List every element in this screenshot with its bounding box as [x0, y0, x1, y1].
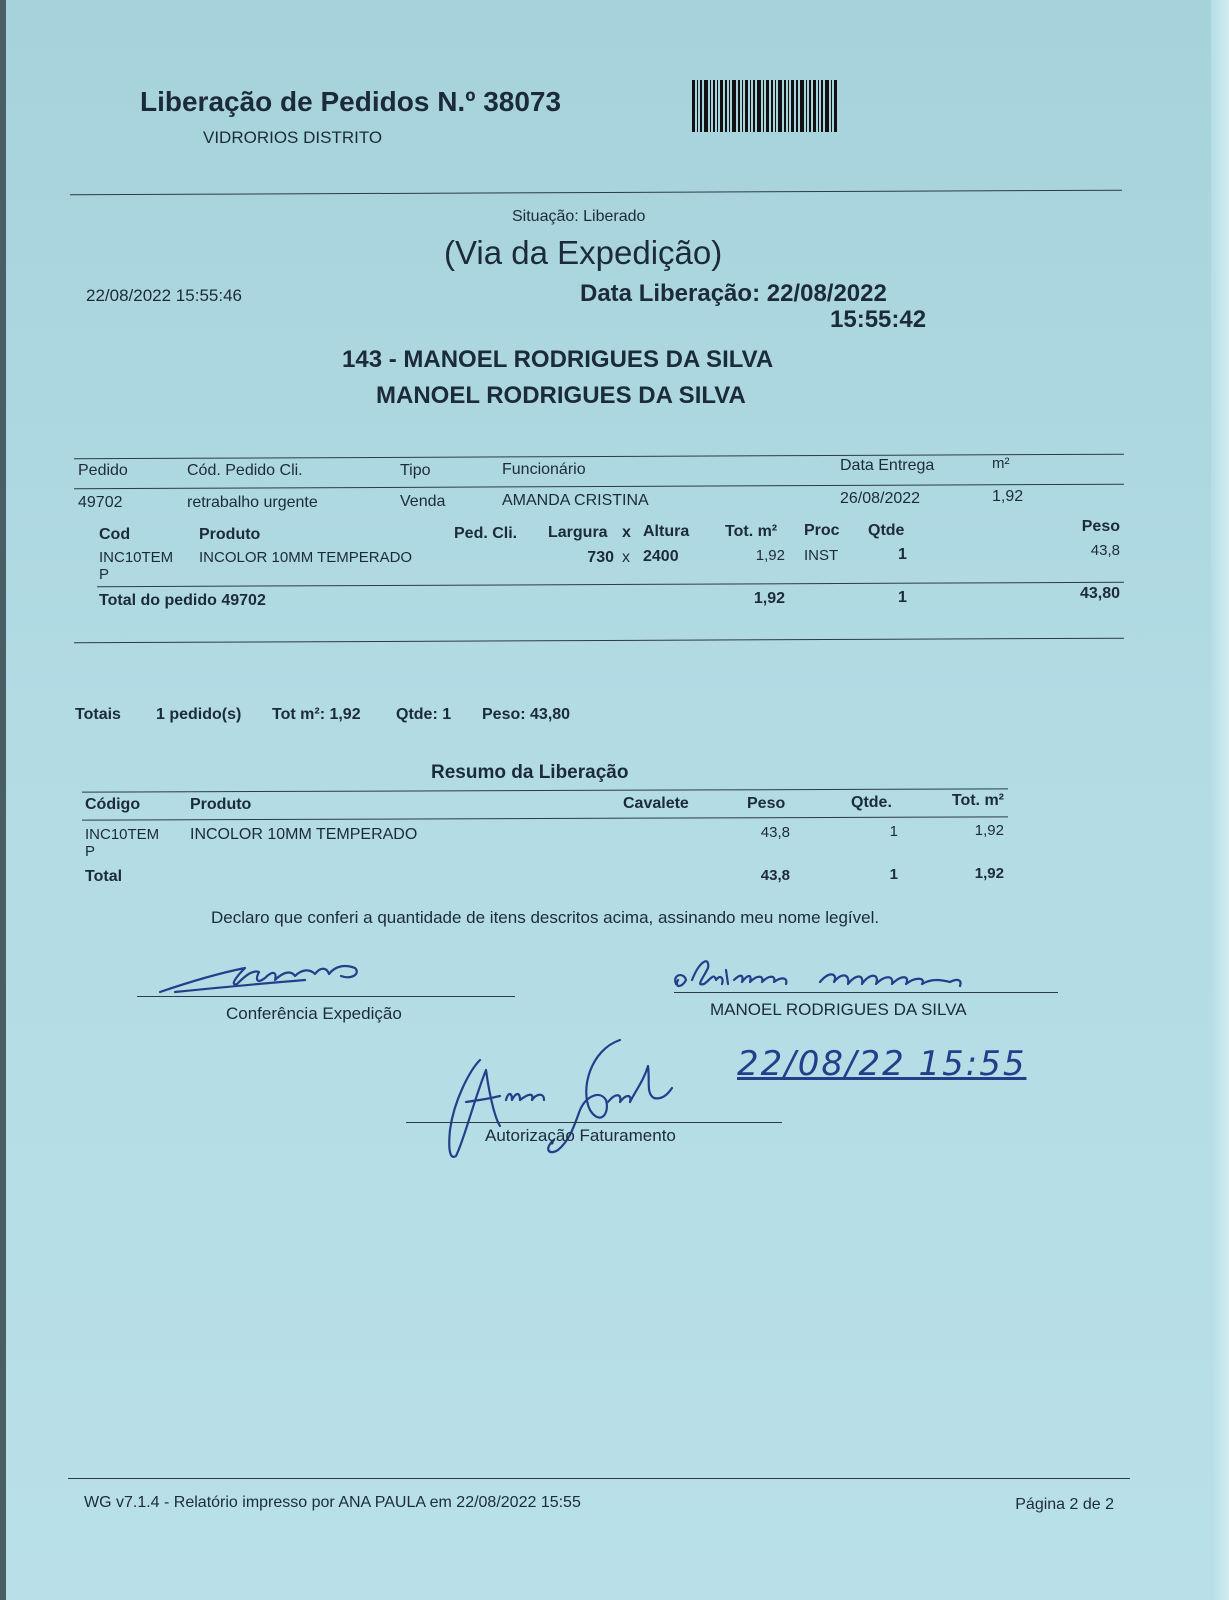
item-largura: 730 — [587, 549, 614, 566]
summary-tot-m2: 1,92 — [974, 822, 1004, 839]
order-total-label: Total do pedido 49702 — [99, 592, 266, 609]
items-col-produto: Produto — [199, 526, 261, 543]
summary-header-rule — [82, 816, 1008, 820]
item-qtde: 1 — [898, 546, 907, 563]
col-tipo: Tipo — [400, 462, 431, 479]
summary-qtde: 1 — [889, 823, 898, 840]
items-col-largura: Largura — [548, 524, 608, 541]
situation-label: Situação: Liberado — [512, 208, 646, 225]
summary-total-tot-m2: 1,92 — [974, 865, 1004, 882]
paper-edge-right — [1211, 0, 1229, 1600]
document-title: Liberação de Pedidos N.º 38073 — [140, 86, 562, 117]
summary-title: Resumo da Liberação — [431, 762, 629, 783]
order-m2-value: 1,92 — [992, 488, 1024, 505]
release-time: 15:55:42 — [830, 306, 927, 333]
cliente-signature-line — [674, 992, 1058, 993]
col-m2: m² — [992, 455, 1010, 472]
autorizacao-label: Autorização Faturamento — [485, 1126, 676, 1145]
conferencia-signature-line — [137, 996, 515, 997]
order-data-entrega-value: 26/08/2022 — [840, 490, 921, 507]
summary-total-label: Total — [85, 868, 123, 885]
summary-col-qtde: Qtde. — [851, 794, 892, 811]
totals-qtde: Qtde: 1 — [396, 706, 452, 723]
company-name: VIDRORIOS DISTRITO — [203, 128, 383, 147]
items-col-ped-cli: Ped. Cli. — [454, 525, 518, 542]
items-total-rule — [97, 582, 1124, 587]
summary-col-produto: Produto — [190, 796, 252, 813]
order-cod-pedido-cli-value: retrabalho urgente — [187, 494, 318, 511]
totals-label: Totais — [75, 706, 121, 723]
order-tipo-value: Venda — [400, 493, 446, 510]
item-x: x — [622, 549, 630, 566]
summary-col-cavalete: Cavalete — [623, 795, 689, 812]
summary-top-rule — [82, 788, 1008, 792]
order-pedido-value: 49702 — [78, 494, 123, 511]
summary-codigo-line2: P — [85, 843, 96, 860]
cliente-label: MANOEL RODRIGUES DA SILVA — [710, 1000, 967, 1019]
autorizacao-signature-line — [406, 1122, 782, 1123]
order-block-bottom-rule — [74, 638, 1124, 644]
item-tot-m2: 1,92 — [755, 547, 785, 564]
paper-edge-left — [0, 0, 6, 1600]
item-produto: INCOLOR 10MM TEMPERADO — [199, 549, 413, 566]
print-datetime: 22/08/2022 15:55:46 — [86, 286, 242, 305]
barcode — [692, 80, 876, 132]
order-total-qtde: 1 — [898, 589, 907, 606]
col-cod-pedido-cli: Cód. Pedido Cli. — [187, 462, 303, 479]
handwritten-date: 22/08/22 15:55 — [737, 1044, 1027, 1084]
totals-m2: Tot m²: 1,92 — [272, 706, 361, 723]
footer-print-info: WG v7.1.4 - Relatório impresso por ANA PAULA em 22/08/2022 15:55 — [84, 1494, 581, 1511]
client-name: MANOEL RODRIGUES DA SILVA — [376, 382, 746, 409]
order-total-peso: 43,80 — [1079, 585, 1120, 602]
item-cod-line1: INC10TEM — [99, 549, 174, 566]
order-total-m2: 1,92 — [753, 590, 785, 607]
footer-page-number: Página 2 de 2 — [1015, 1496, 1114, 1513]
col-funcionario: Funcionário — [502, 461, 586, 478]
summary-produto: INCOLOR 10MM TEMPERADO — [190, 826, 418, 843]
items-col-x: x — [622, 524, 631, 541]
item-altura: 2400 — [643, 548, 679, 565]
summary-peso: 43,8 — [760, 824, 790, 841]
summary-codigo-line1: INC10TEM — [85, 826, 160, 843]
summary-col-tot-m2: Tot. m² — [951, 792, 1004, 809]
item-cod-line2: P — [99, 566, 110, 583]
items-col-altura: Altura — [643, 523, 690, 540]
items-col-cod: Cod — [99, 526, 131, 543]
autorizacao-signature — [440, 1030, 700, 1170]
order-funcionario-value: AMANDA CRISTINA — [502, 492, 649, 509]
cliente-signature — [670, 950, 1000, 998]
totals-peso: Peso: 43,80 — [482, 706, 571, 723]
footer-rule — [68, 1478, 1130, 1479]
release-date: Data Liberação: 22/08/2022 — [580, 280, 887, 307]
totals-pedidos: 1 pedido(s) — [156, 706, 242, 723]
summary-col-codigo: Código — [85, 796, 141, 813]
col-data-entrega: Data Entrega — [840, 457, 935, 474]
header-divider — [70, 190, 1122, 196]
col-pedido: Pedido — [78, 462, 128, 479]
summary-col-peso: Peso — [747, 795, 786, 812]
conferencia-signature — [155, 950, 395, 1000]
summary-total-peso: 43,8 — [760, 867, 790, 884]
order-table-header-rule — [74, 484, 1124, 490]
items-col-proc: Proc — [804, 522, 840, 539]
summary-total-qtde: 1 — [889, 866, 898, 883]
conferencia-label: Conferência Expedição — [226, 1004, 402, 1023]
client-name-code: 143 - MANOEL RODRIGUES DA SILVA — [342, 346, 774, 373]
item-peso: 43,8 — [1090, 542, 1120, 559]
declaration-text: Declaro que conferi a quantidade de itens descritos acima, assinando meu nome legível. — [211, 908, 880, 927]
items-col-qtde: Qtde — [868, 522, 905, 539]
item-proc: INST — [804, 547, 839, 564]
items-col-tot-m2: Tot. m² — [725, 523, 778, 540]
copy-type: (Via da Expedição) — [444, 234, 723, 271]
items-col-peso: Peso — [1081, 518, 1120, 535]
order-table-top-rule — [74, 454, 1124, 460]
